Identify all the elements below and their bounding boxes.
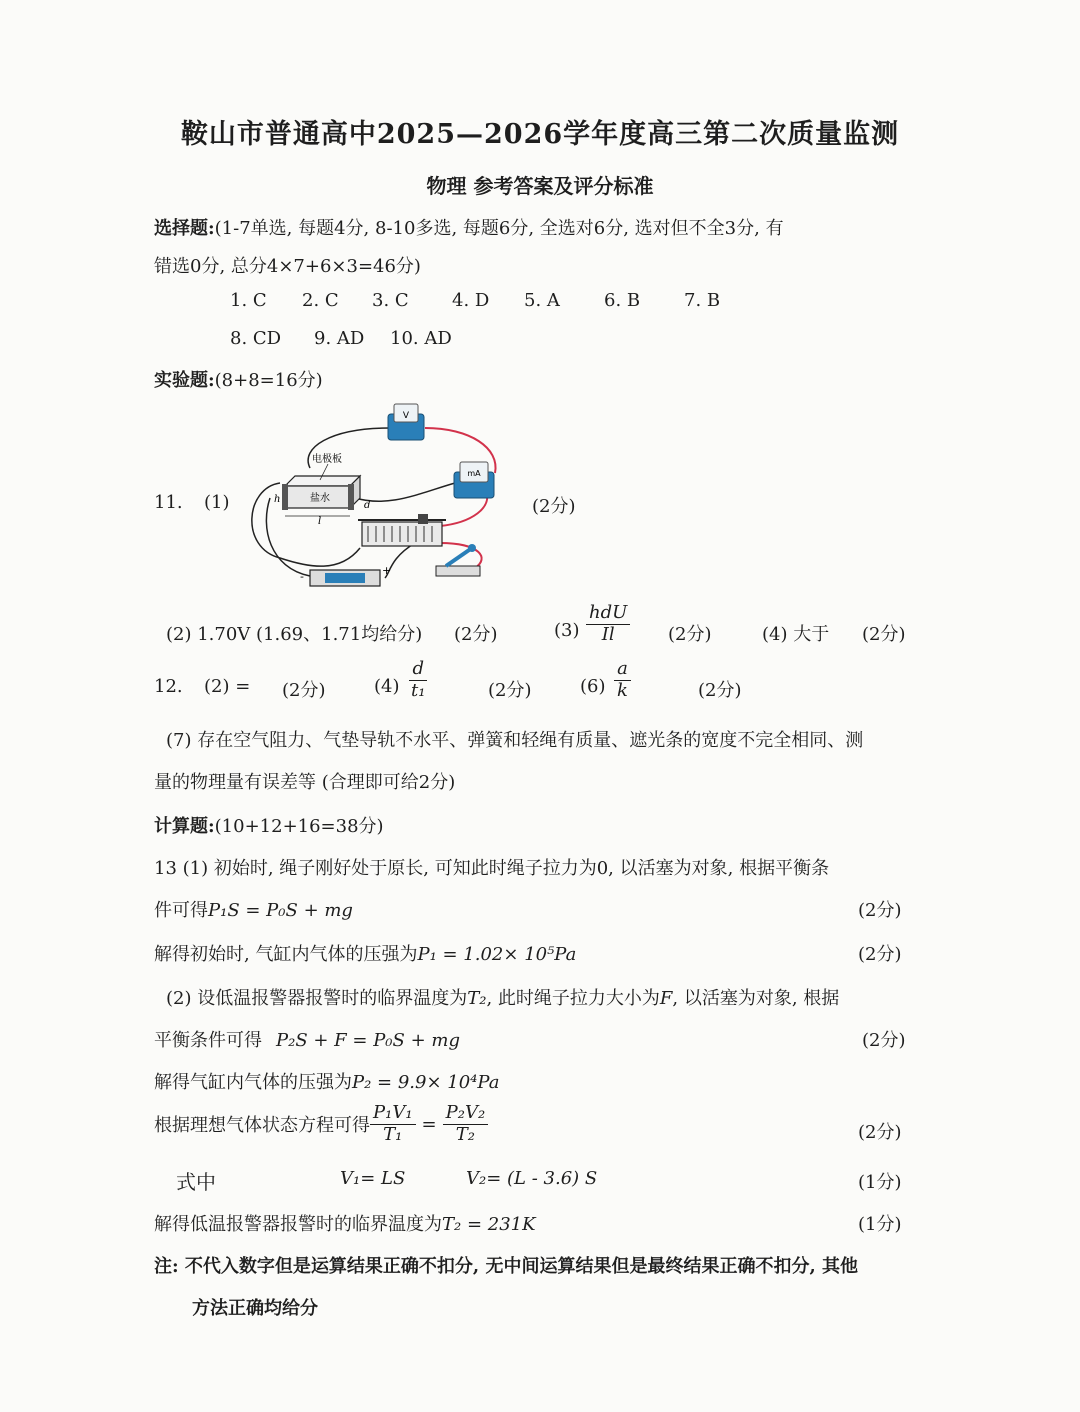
battery-cell bbox=[325, 573, 365, 583]
fraction-denominator: t₁ bbox=[411, 679, 426, 701]
q13-line1: 13 (1) 初始时, 绳子刚好处于原长, 可知此时绳子拉力为0, 以活塞为对象, 根据平衡条 bbox=[154, 858, 830, 879]
q12-part6-label: (6) bbox=[580, 676, 606, 697]
calc-desc: (10+12+16=38分) bbox=[214, 816, 384, 837]
fraction-numerator: P₂V₂ bbox=[443, 1104, 489, 1125]
q13-line3-points: (2分) bbox=[858, 944, 902, 965]
electrode-plate bbox=[348, 484, 354, 510]
answer-5: 5. A bbox=[524, 290, 560, 311]
answer-10: 10. AD bbox=[390, 328, 452, 349]
q13-line5 bbox=[154, 1026, 460, 1052]
q13-line9-text: 解得低温报警器报警时的临界温度为 bbox=[154, 1214, 442, 1235]
note-line1: 注: 不代入数字但是运算结果正确不扣分, 无中间运算结果但是最终结果正确不扣分, 其他 bbox=[154, 1256, 858, 1277]
q13-line2-text: 件可得 bbox=[154, 900, 208, 921]
q13-line2-points: (2分) bbox=[858, 900, 902, 921]
equation-p2-result: P₂ = 9.9× 10⁴Pa bbox=[352, 1072, 500, 1093]
answer-9: 9. AD bbox=[314, 328, 365, 349]
answer-3: 3. C bbox=[372, 290, 409, 311]
equation-p1-result: P₁ = 1.02× 10⁵Pa bbox=[417, 944, 577, 965]
q13-line2 bbox=[154, 896, 353, 922]
battery-plus: + bbox=[382, 564, 392, 577]
fraction-state-2 bbox=[443, 1104, 489, 1145]
answer-8: 8. CD bbox=[230, 328, 282, 349]
calc-section-header bbox=[154, 812, 384, 838]
q13-line4-text-a: (2) 设低温报警器报警时的临界温度为 bbox=[166, 988, 468, 1009]
q12-part4-label: (4) bbox=[374, 676, 400, 697]
choice-desc-2: 错选0分, 总分4×7+6×3=46分) bbox=[154, 256, 421, 277]
circuit-diagram bbox=[240, 398, 510, 598]
q13-line5-text: 平衡条件可得 bbox=[154, 1030, 262, 1051]
equation-v2: V₂= (L - 3.6) S bbox=[466, 1168, 598, 1189]
depth-label: d bbox=[364, 500, 371, 511]
q13-line5-points: (2分) bbox=[862, 1030, 906, 1051]
experiment-section-header bbox=[154, 366, 323, 392]
q12-part4-points: (2分) bbox=[488, 680, 532, 701]
q11-part3-label: (3) bbox=[554, 620, 580, 641]
equation-balance-2: P₂S + F = P₀S + mg bbox=[276, 1030, 460, 1051]
q12-part4-fraction bbox=[408, 660, 428, 701]
fraction-denominator: T₁ bbox=[383, 1123, 403, 1145]
q13-line6-text: 解得气缸内气体的压强为 bbox=[154, 1072, 352, 1093]
symbol-t2: T₂ bbox=[467, 988, 487, 1009]
q13-line4 bbox=[166, 984, 839, 1010]
q13-line3-text: 解得初始时, 气缸内气体的压强为 bbox=[154, 944, 418, 965]
choice-section-line1 bbox=[154, 214, 784, 240]
battery-minus: - bbox=[300, 570, 304, 583]
choice-label: 选择题: bbox=[154, 218, 215, 239]
fraction-denominator: k bbox=[617, 679, 628, 701]
q13-line7-text: 根据理想气体状态方程可得 bbox=[154, 1115, 370, 1137]
length-label: l bbox=[318, 516, 322, 527]
q11-number: 11. bbox=[154, 492, 183, 513]
switch-lever bbox=[446, 548, 472, 566]
milliammeter-label: mA bbox=[467, 469, 481, 478]
q13-line9-points: (1分) bbox=[858, 1214, 902, 1235]
q12-part6-fraction bbox=[614, 660, 631, 701]
fraction-state-1 bbox=[370, 1104, 416, 1145]
experiment-label: 实验题: bbox=[154, 370, 215, 391]
choice-desc-1: (1-7单选, 每题4分, 8-10多选, 每题6分, 全选对6分, 选对但不全3分, 有 bbox=[214, 218, 784, 239]
page-subtitle: 物理 参考答案及评分标准 bbox=[426, 174, 654, 198]
wire bbox=[355, 483, 455, 501]
fraction-numerator: P₁V₁ bbox=[370, 1104, 416, 1125]
height-label: h bbox=[274, 494, 281, 505]
note-line2: 方法正确均给分 bbox=[192, 1298, 318, 1319]
fraction-numerator: a bbox=[614, 660, 631, 681]
electrode-plate bbox=[282, 484, 288, 510]
q13-line6 bbox=[154, 1068, 499, 1094]
plate-label: 电极板 bbox=[312, 454, 342, 465]
switch-base bbox=[436, 566, 480, 576]
q12-number: 12. bbox=[154, 676, 183, 697]
equation-t2-result: T₂ = 231K bbox=[442, 1214, 536, 1235]
answer-6: 6. B bbox=[604, 290, 641, 311]
answer-7: 7. B bbox=[684, 290, 721, 311]
q11-part2-points: (2分) bbox=[454, 624, 498, 645]
equals-sign: = bbox=[421, 1113, 437, 1135]
q13-line7-points: (2分) bbox=[858, 1122, 902, 1143]
q11-part4: (4) 大于 bbox=[762, 624, 830, 645]
answer-1: 1. C bbox=[230, 290, 267, 311]
rheostat-body bbox=[362, 522, 442, 546]
q13-line4-text-c: , 以活塞为对象, 根据 bbox=[672, 988, 840, 1009]
q11-part3-fraction bbox=[586, 604, 630, 645]
fraction-numerator: d bbox=[409, 660, 427, 681]
answer-4: 4. D bbox=[452, 290, 490, 311]
q12-part6-points: (2分) bbox=[698, 680, 742, 701]
switch-knob bbox=[468, 544, 476, 552]
symbol-f: F bbox=[659, 988, 673, 1009]
page-title: 鞍山市普通高中2025—2026学年度高三第二次质量监测 bbox=[180, 119, 900, 150]
water-label: 盐水 bbox=[310, 493, 330, 504]
q12-part7-line1: (7) 存在空气阻力、气垫导轨不水平、弹簧和轻绳有质量、遮光条的宽度不完全相同、测 bbox=[166, 730, 864, 751]
q12-part2: (2) = bbox=[204, 676, 251, 697]
fraction-numerator: hdU bbox=[586, 604, 630, 625]
q13-line8-points: (1分) bbox=[858, 1172, 902, 1193]
rheostat-slider bbox=[418, 514, 428, 524]
q13-line8-label: 式中 bbox=[176, 1170, 216, 1194]
calc-label: 计算题: bbox=[154, 816, 215, 837]
q13-line9 bbox=[154, 1210, 536, 1236]
equation-v1: V₁= LS bbox=[340, 1168, 406, 1189]
answer-2: 2. C bbox=[302, 290, 339, 311]
experiment-desc: (8+8=16分) bbox=[214, 370, 323, 391]
fraction-denominator: Il bbox=[601, 623, 615, 645]
q11-part4-points: (2分) bbox=[862, 624, 906, 645]
q13-line4-text-b: , 此时绳子拉力大小为 bbox=[486, 988, 660, 1009]
voltmeter-label: V bbox=[402, 411, 410, 421]
q11-part2: (2) 1.70V (1.69、1.71均给分) bbox=[166, 624, 423, 645]
q11-part1-label: (1) bbox=[204, 492, 230, 513]
equation-balance-1: P₁S = P₀S + mg bbox=[208, 900, 353, 921]
q11-part3-points: (2分) bbox=[668, 624, 712, 645]
q13-line7 bbox=[154, 1104, 488, 1145]
q13-line3 bbox=[154, 940, 576, 966]
q12-part2-points: (2分) bbox=[282, 680, 326, 701]
fraction-denominator: T₂ bbox=[455, 1123, 476, 1145]
q11-part1-points: (2分) bbox=[532, 496, 576, 517]
q12-part7-line2: 量的物理量有误差等 (合理即可给2分) bbox=[154, 772, 456, 793]
